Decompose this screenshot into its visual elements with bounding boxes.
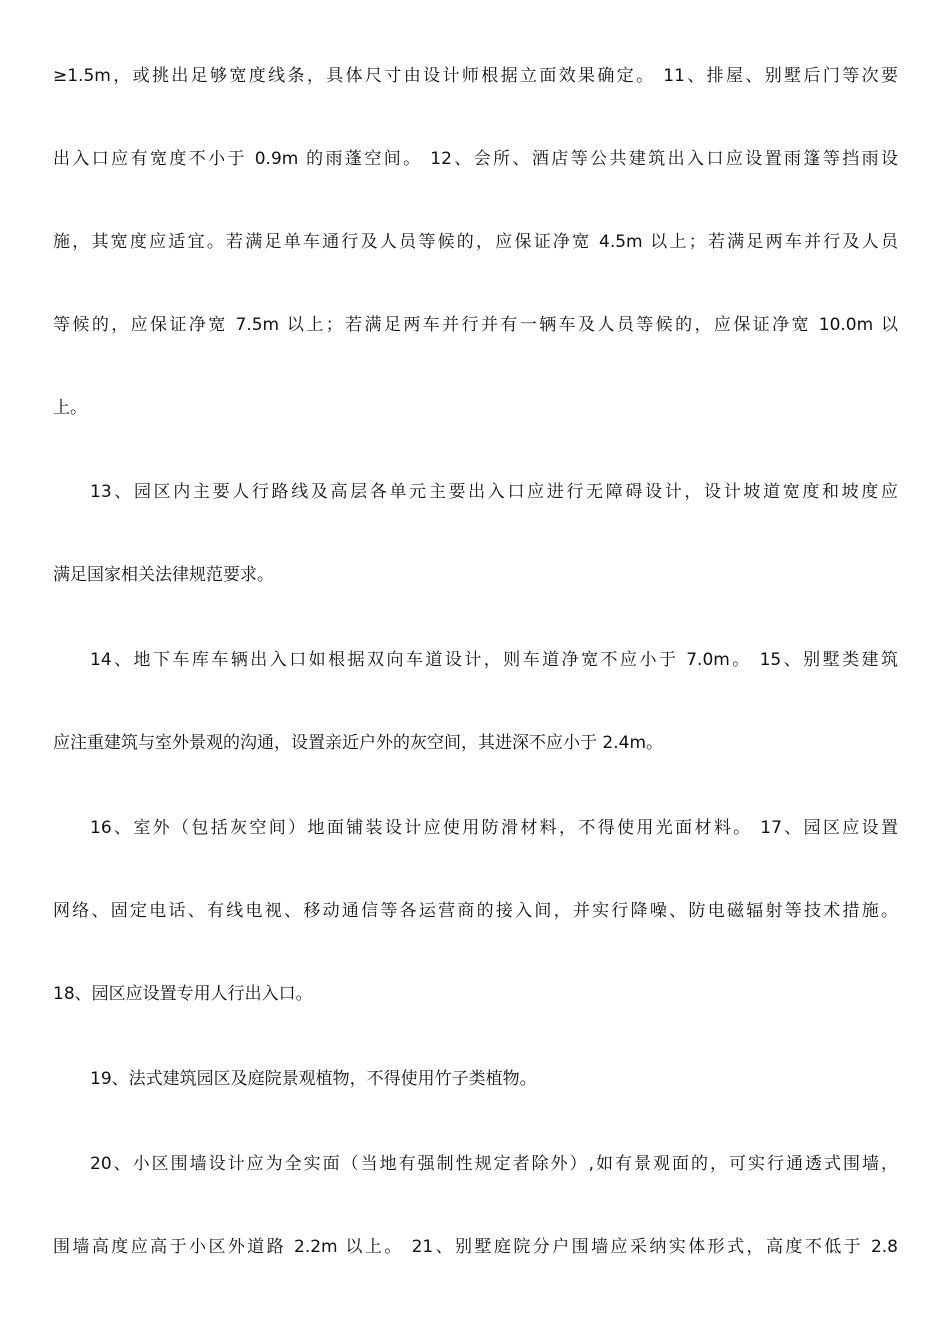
text-line: 施，其宽度应适宜。若满足单车通行及人员等候的，应保证净宽 4.5m 以上；若满足两车并行及人员 <box>53 232 898 252</box>
text-line: 上。 <box>53 398 87 418</box>
paragraph-first-line: 13、园区内主要人行路线及高层各单元主要出入口应进行无障碍设计，设计坡道宽度和坡度应 <box>90 482 898 502</box>
paragraph-first-line: 16、室外（包括灰空间）地面铺装设计应使用防滑材料，不得使用光面材料。 17、园区应设置 <box>90 818 898 838</box>
text-line: 18、园区应设置专用人行出入口。 <box>53 984 313 1004</box>
text-line: 应注重建筑与室外景观的沟通，设置亲近户外的灰空间，其进深不应小于 2.4m。 <box>53 733 663 753</box>
text-line: 出入口应有宽度不小于 0.9m 的雨蓬空间。 12、会所、酒店等公共建筑出入口应设置雨篷等挡雨设 <box>53 149 898 169</box>
text-line: 网络、固定电话、有线电视、移动通信等各运营商的接入间，并实行降噪、防电磁辐射等技术措施。 <box>53 901 898 921</box>
paragraph-first-line: 14、地下车库车辆出入口如根据双向车道设计，则车道净宽不应小于 7.0m。 15、别墅类建筑 <box>90 650 898 670</box>
text-line: 满足国家相关法律规范要求。 <box>53 565 274 585</box>
text-line: ≥1.5m，或挑出足够宽度线条，具体尺寸由设计师根据立面效果确定。 11、排屋、别墅后门等次要 <box>53 66 898 86</box>
text-line: 围墙高度应高于小区外道路 2.2m 以上。 21、别墅庭院分户围墙应采纳实体形式，高度不低于 2.8 <box>53 1237 898 1257</box>
paragraph-first-line: 19、法式建筑园区及庭院景观植物，不得使用竹子类植物。 <box>90 1069 537 1089</box>
text-line: 等候的，应保证净宽 7.5m 以上；若满足两车并行并有一辆车及人员等候的，应保证净宽 10.0m 以 <box>53 315 898 335</box>
paragraph-first-line: 20、小区围墙设计应为全实面（当地有强制性规定者除外）,如有景观面的，可实行通透式围墙， <box>90 1154 898 1174</box>
